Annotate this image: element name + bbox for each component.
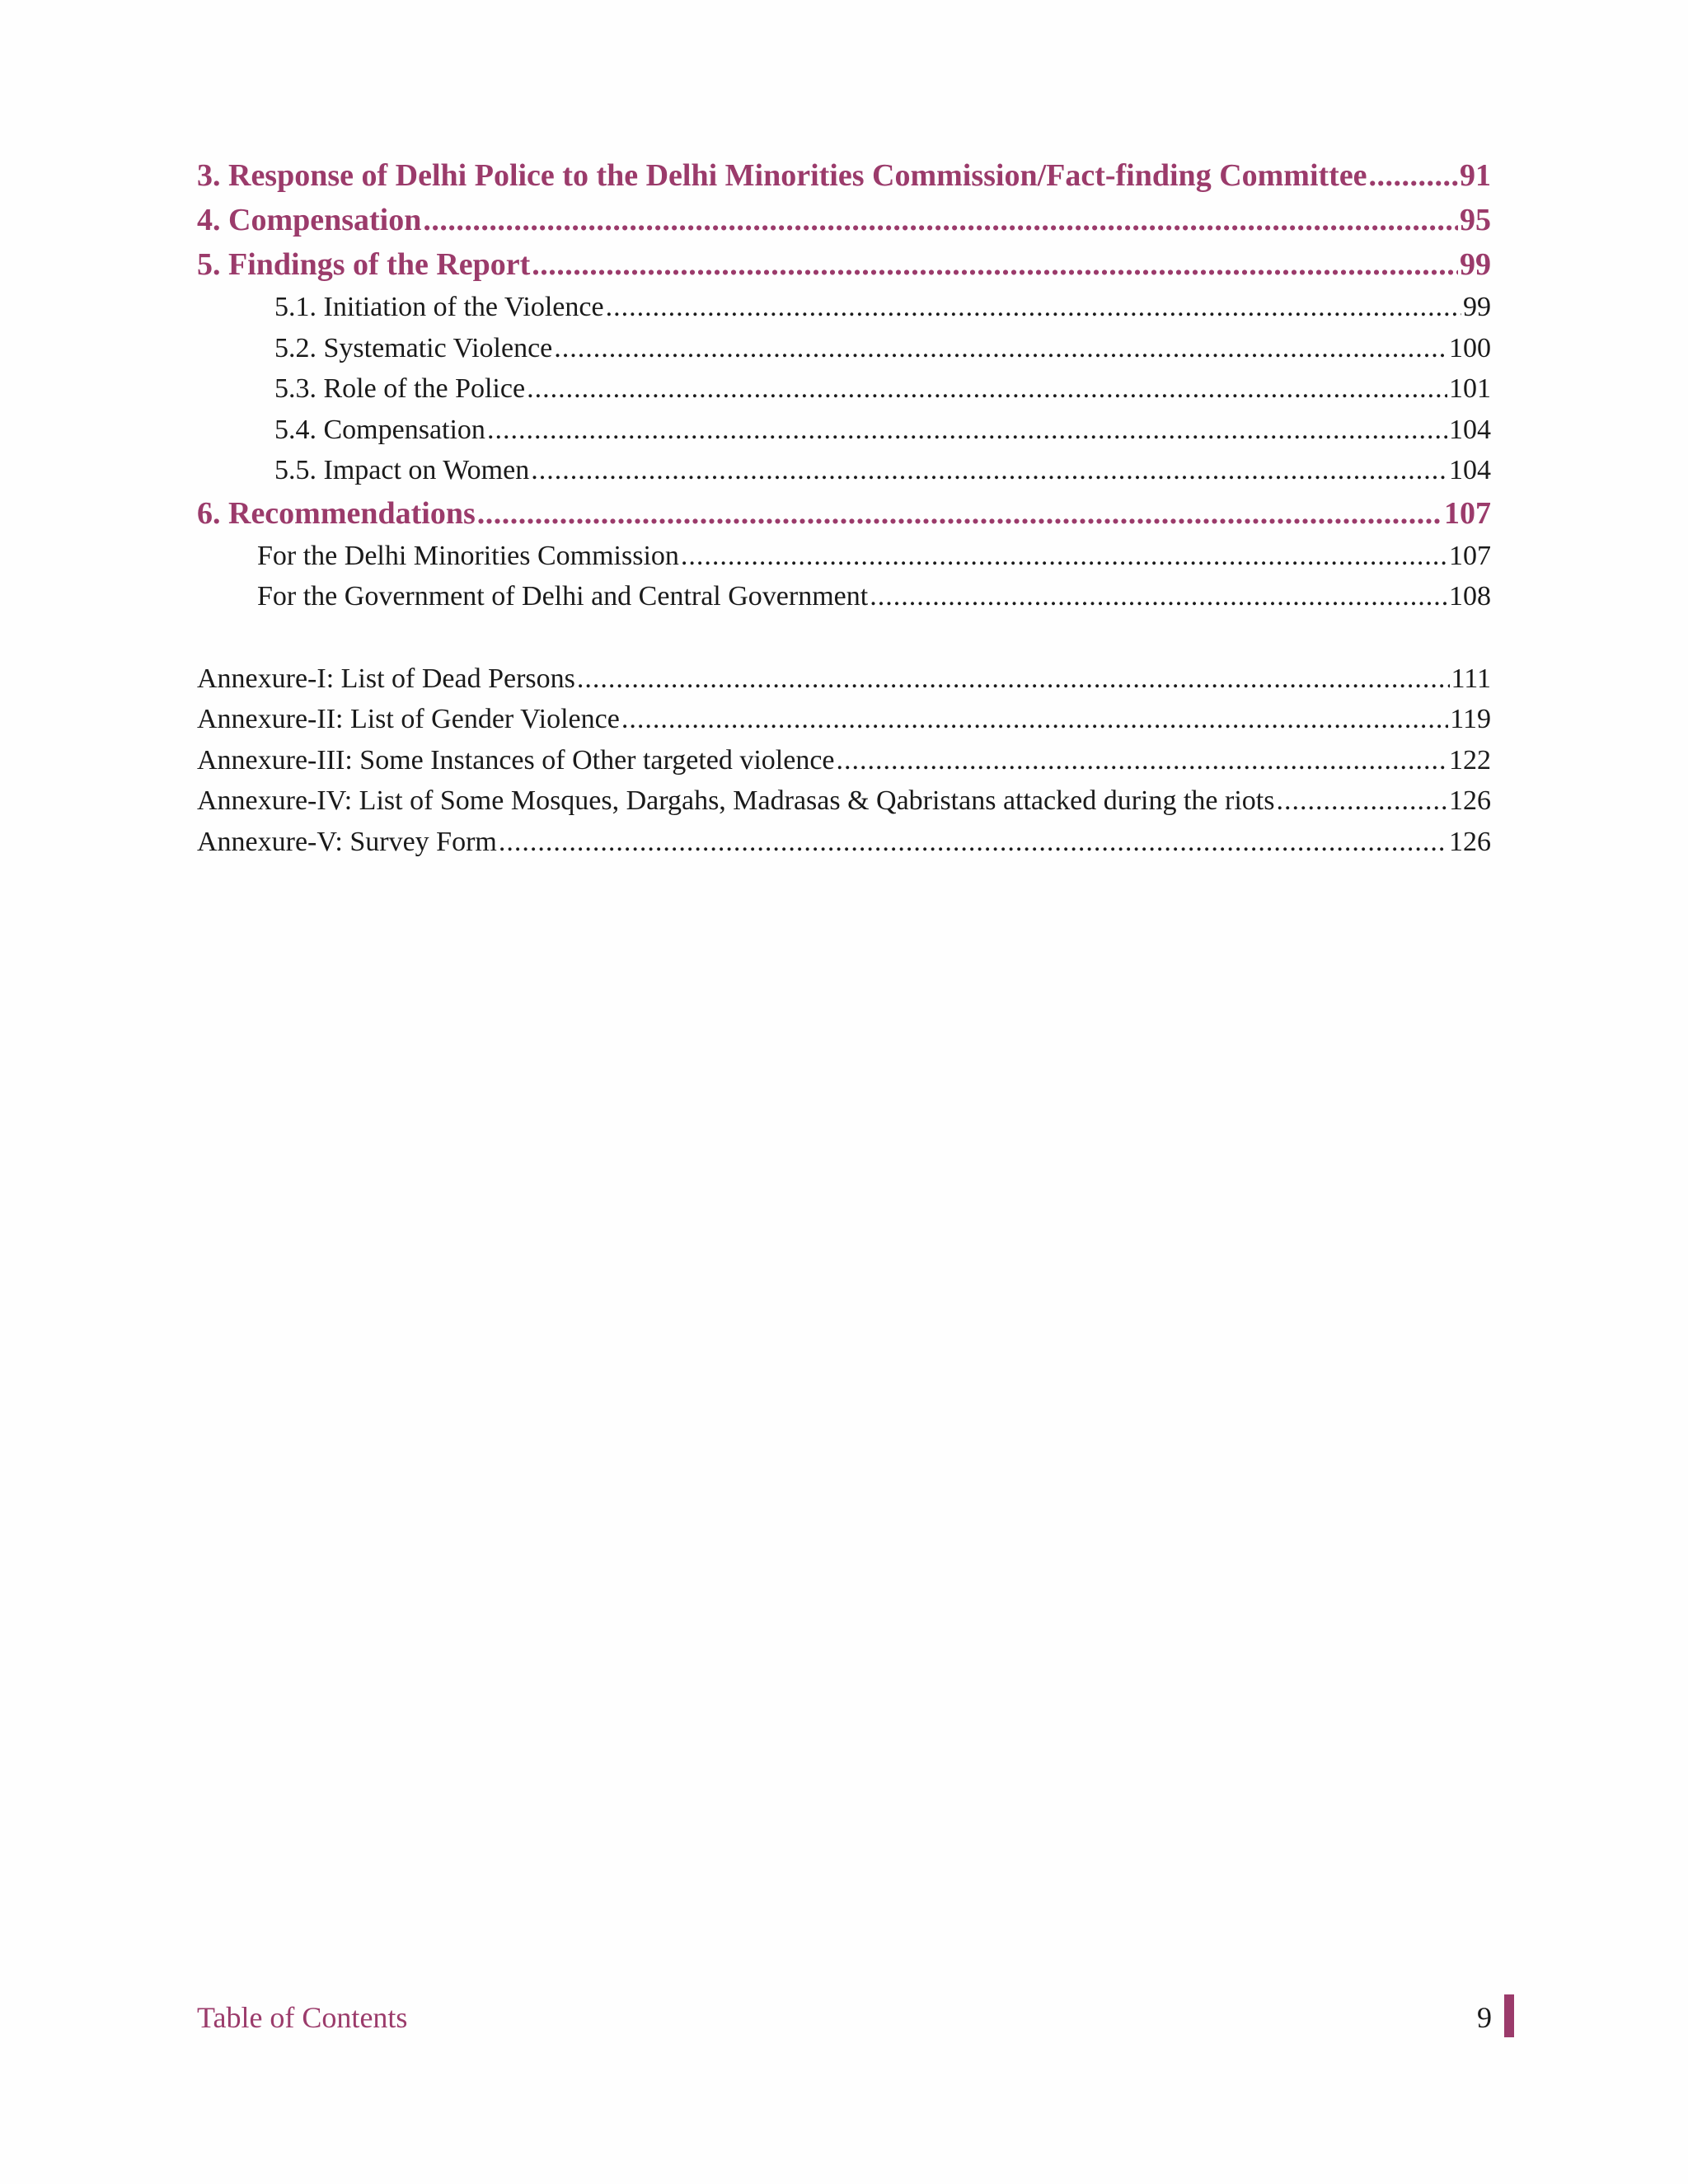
toc-entry-5-3[interactable]	[197, 368, 1491, 410]
toc-entry-page: 126	[1449, 826, 1491, 857]
toc-entry-5-1[interactable]	[197, 287, 1491, 328]
page-number: 9	[1477, 2001, 1492, 2034]
toc-entry-title: 5.2. Systematic Violence	[274, 332, 553, 363]
toc-entry-5-5[interactable]	[197, 450, 1491, 491]
dot-leader	[423, 198, 1458, 242]
toc-entry-title: Annexure-II: List of Gender Violence	[197, 704, 620, 734]
toc-entry-page: 100	[1449, 332, 1491, 363]
toc-entry-annexure-4[interactable]	[197, 780, 1491, 822]
toc-entry-page: 107	[1449, 540, 1491, 571]
toc-entry-5-2[interactable]	[197, 328, 1491, 369]
dot-leader	[870, 576, 1447, 617]
toc-entry-page: 99	[1460, 247, 1491, 282]
toc-entry-title: 5.3. Role of the Police	[274, 373, 526, 404]
toc-entry-section-5[interactable]	[197, 242, 1491, 287]
toc-entry-annexure-3[interactable]	[197, 740, 1491, 781]
toc-entry-annexure-5[interactable]	[197, 822, 1491, 863]
page-accent-bar	[1504, 1994, 1514, 2037]
toc-entry-title: Annexure-III: Some Instances of Other targeted violence	[197, 744, 835, 776]
toc-entry-title: For the Government of Delhi and Central Government	[257, 581, 869, 612]
toc-entry-page: 126	[1449, 785, 1491, 816]
table-of-contents	[197, 153, 1491, 862]
toc-entry-page: 95	[1460, 203, 1491, 237]
dot-leader	[1369, 153, 1458, 198]
dot-leader	[837, 740, 1447, 781]
toc-entry-annexure-1[interactable]	[197, 658, 1491, 700]
toc-entry-recommendation-government[interactable]	[197, 576, 1491, 617]
dot-leader	[577, 658, 1450, 700]
dot-leader	[477, 491, 1442, 536]
toc-entry-title: 6. Recommendations	[197, 495, 476, 531]
toc-entry-page: 104	[1449, 414, 1491, 445]
dot-leader	[606, 287, 1461, 328]
section-gap	[197, 617, 1491, 658]
toc-entry-section-6[interactable]	[197, 491, 1491, 536]
toc-entry-section-4[interactable]	[197, 198, 1491, 242]
toc-entry-recommendation-dmc[interactable]	[197, 536, 1491, 577]
dot-leader	[554, 328, 1447, 369]
toc-entry-annexure-2[interactable]	[197, 699, 1491, 740]
toc-entry-title: 5.4. Compensation	[274, 414, 485, 445]
dot-leader	[621, 699, 1448, 740]
toc-entry-title: Annexure-IV: List of Some Mosques, Dargahs, Madrasas & Qabristans attacked during the riots	[197, 785, 1275, 816]
toc-entry-title: For the Delhi Minorities Commission	[257, 540, 679, 571]
toc-entry-title: 5.1. Initiation of the Violence	[274, 292, 604, 322]
toc-entry-page: 111	[1451, 663, 1491, 694]
toc-entry-title: 5. Findings of the Report	[197, 247, 531, 282]
dot-leader	[1276, 780, 1447, 822]
toc-entry-page: 122	[1449, 744, 1491, 776]
toc-entry-page: 108	[1449, 581, 1491, 612]
toc-entry-page: 91	[1460, 158, 1491, 193]
toc-entry-5-4[interactable]	[197, 410, 1491, 451]
dot-leader	[531, 450, 1447, 491]
toc-entry-page: 107	[1444, 495, 1491, 531]
toc-entry-title: 5.5. Impact on Women	[274, 455, 530, 485]
dot-leader	[681, 536, 1447, 577]
toc-entry-page: 119	[1450, 704, 1491, 734]
toc-entry-title: 4. Compensation	[197, 203, 422, 237]
footer-title: Table of Contents	[197, 2001, 408, 2034]
toc-entry-page: 104	[1449, 455, 1491, 485]
dot-leader	[527, 368, 1447, 410]
toc-entry-page: 99	[1463, 292, 1491, 322]
toc-entry-section-3[interactable]	[197, 153, 1491, 198]
dot-leader	[487, 410, 1447, 451]
dot-leader	[499, 822, 1447, 863]
toc-entry-title: 3. Response of Delhi Police to the Delhi Minorities Commission/Fact-finding Committee	[197, 158, 1367, 193]
toc-entry-title: Annexure-V: Survey Form	[197, 826, 497, 857]
dot-leader	[532, 242, 1458, 287]
toc-entry-title: Annexure-I: List of Dead Persons	[197, 663, 575, 694]
toc-entry-page: 101	[1449, 373, 1491, 404]
